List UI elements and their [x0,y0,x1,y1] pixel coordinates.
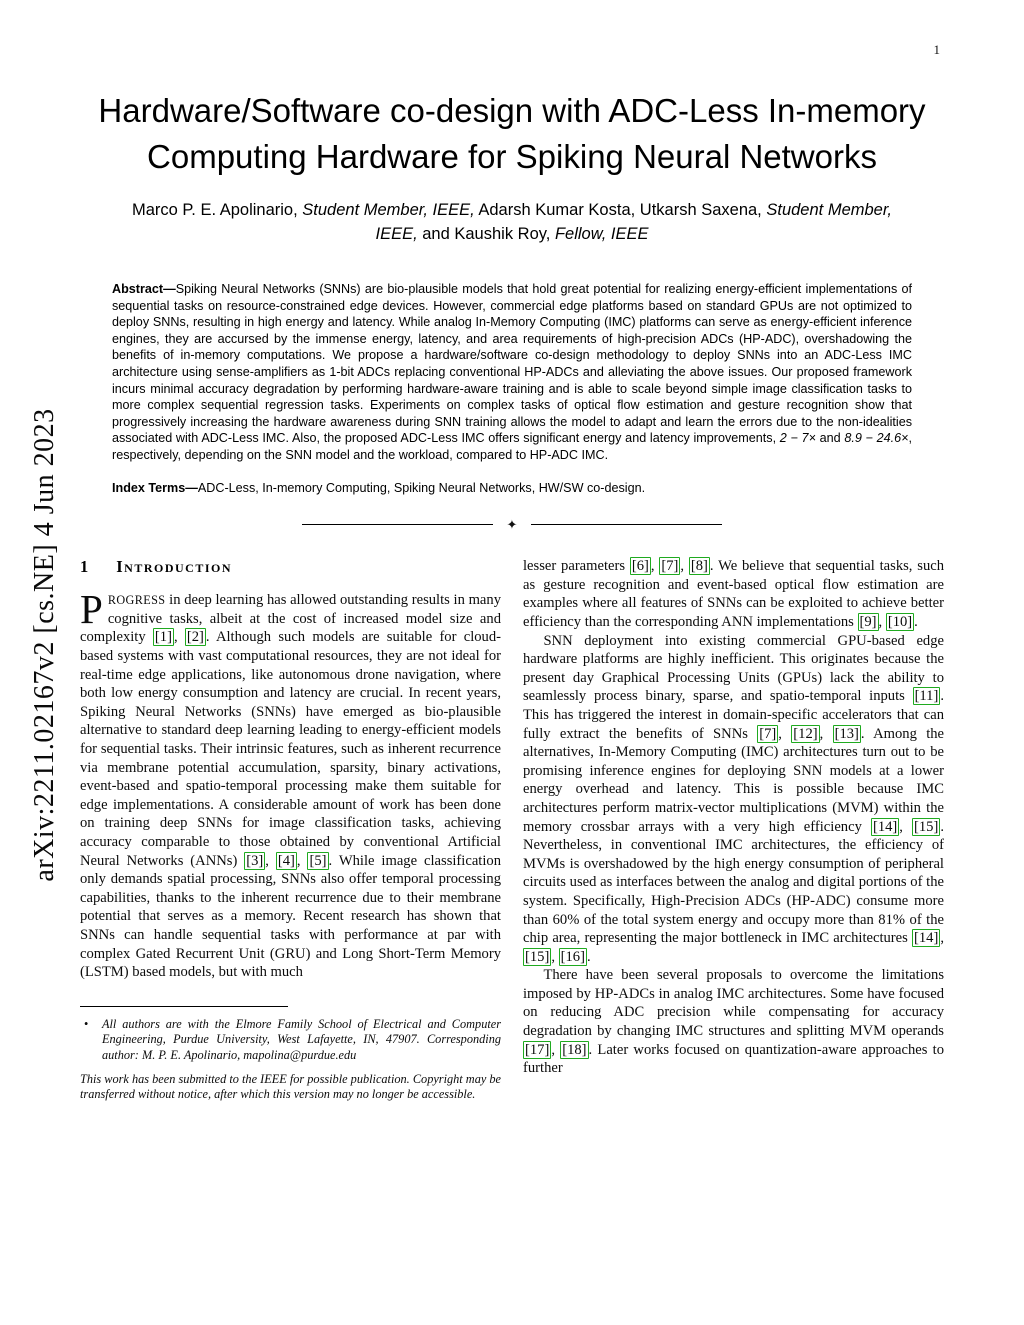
intro-paragraph-left-text: in deep learning has allowed outstanding results in many cognitive tasks, albeit at the cost of increased model size and complexity [1] , [2] . Although such models are suitable for cloud-based systems with vast computational resources, they are not ideal for real-time edge applications, like autonomous drone navigation, where both low energy consumption and latency are crucial. In recent years, Spiking Neural Networks (SNNs) have emerged as bio-plausible alternative to standard deep learning leading to energy-efficient models for sequential tasks. Their intrinsic features, such as inherent recurrence via membrane potential accumulation, sparsity, binary activations, event-based and spatio-temporal processing make them suitable for edge implementations. A considerable amount of work has been done on training deep SNNs for image classification tasks, achieving accuracy comparable to those obtained by conventional Artificial Neural Networks (ANNs) [3] , [4] , [5] . While image classification only demands spatial processing, SNNs also offer temporal processing capabilities, thanks to the inherent recurrence due to their membrane potential that serves as a memory. Recent research has shown that SNNs can handle sequential tasks with performance at par with complex Gated Recurrent Unit (GRU) and Long Short-Term Memory (LSTM) based models, but with much [80,592,501,981]
footnote-authors-text: All authors are with the Elmore Family School of Electrical and Computer Engineering, Purdue University, West Lafayette, IN, 47907. Corresponding author: M. P. E. Apolinario, mapolina@purdue.edu [102,1016,501,1062]
citation-link[interactable]: [14] [914,930,939,947]
citation-link[interactable]: [15] [525,948,550,965]
citation-link[interactable]: [10] [887,614,913,630]
section-title: Introduction [116,557,233,577]
intro-paragraph-left [80,586,501,981]
citation-link[interactable]: [17] [525,1041,550,1058]
section-number: 1 [80,557,89,577]
citation-link[interactable]: [1] [154,629,172,646]
bullet-icon: • [84,1016,89,1031]
page-number: 1 [933,42,940,57]
citation-link[interactable]: [14] [872,818,898,835]
footnote-copyright [80,1072,501,1103]
index-terms-text: ADC-Less, In-memory Computing, Spiking Neural Networks, HW/SW co-design. [197,480,646,495]
intro-paragraph-right-1: lesser parameters [6] , [7] , [8] . We believe that sequential tasks, such as gesture recognition and event-based optical flow estimation are examples where all features of SNNs can be exploited to achieve better efficiency than the corresponding ANN implementations [9] , [10] . [523,558,945,630]
citation-link[interactable]: [16] [560,948,585,965]
citation-link[interactable]: [18] [562,1041,587,1058]
paper-title: Hardware/Software co-design with ADC-Less In-memory Computing Hardware for Spiking Neural Networks [98,92,926,175]
citation-link[interactable]: [6] [631,558,649,575]
citation-link[interactable]: [2] [186,629,204,646]
abstract-label: Abstract— [112,281,176,296]
footnote-rule [80,1006,288,1007]
diamond-icon: ✦ [506,517,518,533]
citation-link[interactable]: [11] [914,688,939,705]
citation-link[interactable]: [4] [277,852,295,869]
citation-link[interactable]: [12] [793,725,818,742]
citation-link[interactable]: [13] [834,725,859,742]
drop-cap: P [80,586,103,633]
two-column-body [80,557,944,1103]
citation-link[interactable]: [7] [661,558,679,575]
intro-paragraph-right-3: There have been several proposals to overcome the limitations imposed by HP-ADCs in analog IMC architectures. Some have focused on reducing ADC precision while compensating for accuracy degradation by changing IMC structures and splitting MVM operands [17] , [18] . Later works focused on quantization-aware approaches to further [523,967,944,1077]
right-column [523,557,944,1103]
citation-link[interactable]: [9] [859,614,877,630]
lead-word: ROGRESS [107,593,166,608]
footnote-copyright-text: This work has been submitted to the IEEE for possible publication. Copyright may be transferred without notice, after which this version may no longer be accessible. [80,1071,501,1102]
left-column [80,557,501,1103]
separator-rule-left [302,524,493,525]
citation-link[interactable]: [3] [246,852,264,869]
section-heading-introduction [80,557,501,577]
index-terms [112,480,912,497]
footnote-authors [80,1017,501,1063]
index-terms-label: Index Terms— [112,480,198,495]
separator-rule-right [531,524,722,525]
authors-line: Marco P. E. Apolinario, Student Member, IEEE, Adarsh Kumar Kosta, Utkarsh Saxena, Student Member, IEEE, and Kaushik Roy, Fellow, IEEE [131,201,893,243]
citation-link[interactable]: [7] [759,725,777,742]
abstract [112,281,912,464]
section-separator [302,518,722,531]
arxiv-sidebar-stamp: arXiv:2211.02167v2 [cs.NE] 4 Jun 2023 [29,408,60,882]
citation-link[interactable]: [15] [914,818,939,835]
intro-paragraph-right-2: SNN deployment into existing commercial GPU-based edge hardware platforms are highly inefficient. This originates because the present day Graphical Processing Units (GPUs) lack the ability to seamlessly process binary, sparse, and spatio-temporal inputs [11] . This has triggered the interest in domain-specific accelerators that can fully extract the benefits of SNNs [7] , [12] , [13] . Among the alternatives, In-Memory Computing (IMC) architectures turn out to be promising inference engines for deploying SNN models at a lower energy overhead and latency. This is possible because IMC architectures perform matrix-vector multiplications (MVM) within the memory crossbar arrays with a very high efficiency [14] , [15] . Nevertheless, in conventional IMC architectures, the efficiency of MVMs is overshadowed by the high energy consumption of peripheral circuits used as interfaces between the analog and digital portions of the system. Specifically, High-Precision ADCs (HP-ADC) consume more than 60% of the total system energy and occupy more than 81% of the chip area, representing the major bottleneck in IMC architectures [14] , [15] , [16] . [523,632,945,965]
citation-link[interactable]: [5] [309,852,327,869]
footnote-area [80,1006,501,1103]
abstract-text: Spiking Neural Networks (SNNs) are bio-plausible models that hold great potential for realizing energy-efficient implementations of sequential tasks on resource-constrained edge devices. However, commercial edge platforms based on standard GPUs are not optimized to deploy SNNs, resulting in high energy and latency. While analog In-Memory Computing (IMC) platforms can serve as energy-efficient inference engines, they are accursed by the immense energy, latency, and area requirements of high-precision ADCs (HP-ADC), overshadowing the benefits of in-memory computations. We propose a hardware/software co-design methodology to deploy SNNs into an ADC-Less IMC architecture using sense-amplifiers as 1-bit ADCs replacing conventional HP-ADCs and alleviating the above issues. Our proposed framework incurs minimal accuracy degradation by performing hardware-aware training and is able to scale beyond simple image classification tasks to more complex sequential regression tasks. Experiments on complex tasks of optical flow estimation and gesture recognition show that progressively increasing the hardware awareness during SNN training allows the model to adapt and learn the errors due to the non-idealities associated with ADC-Less IMC. Also, the proposed ADC-Less IMC offers significant energy and latency improvements, 2 − 7× and 8.9 − 24.6×, respectively, depending on the SNN model and the workload, compared to HP-ADC IMC. [112,281,912,462]
citation-link[interactable]: [8] [690,558,708,575]
